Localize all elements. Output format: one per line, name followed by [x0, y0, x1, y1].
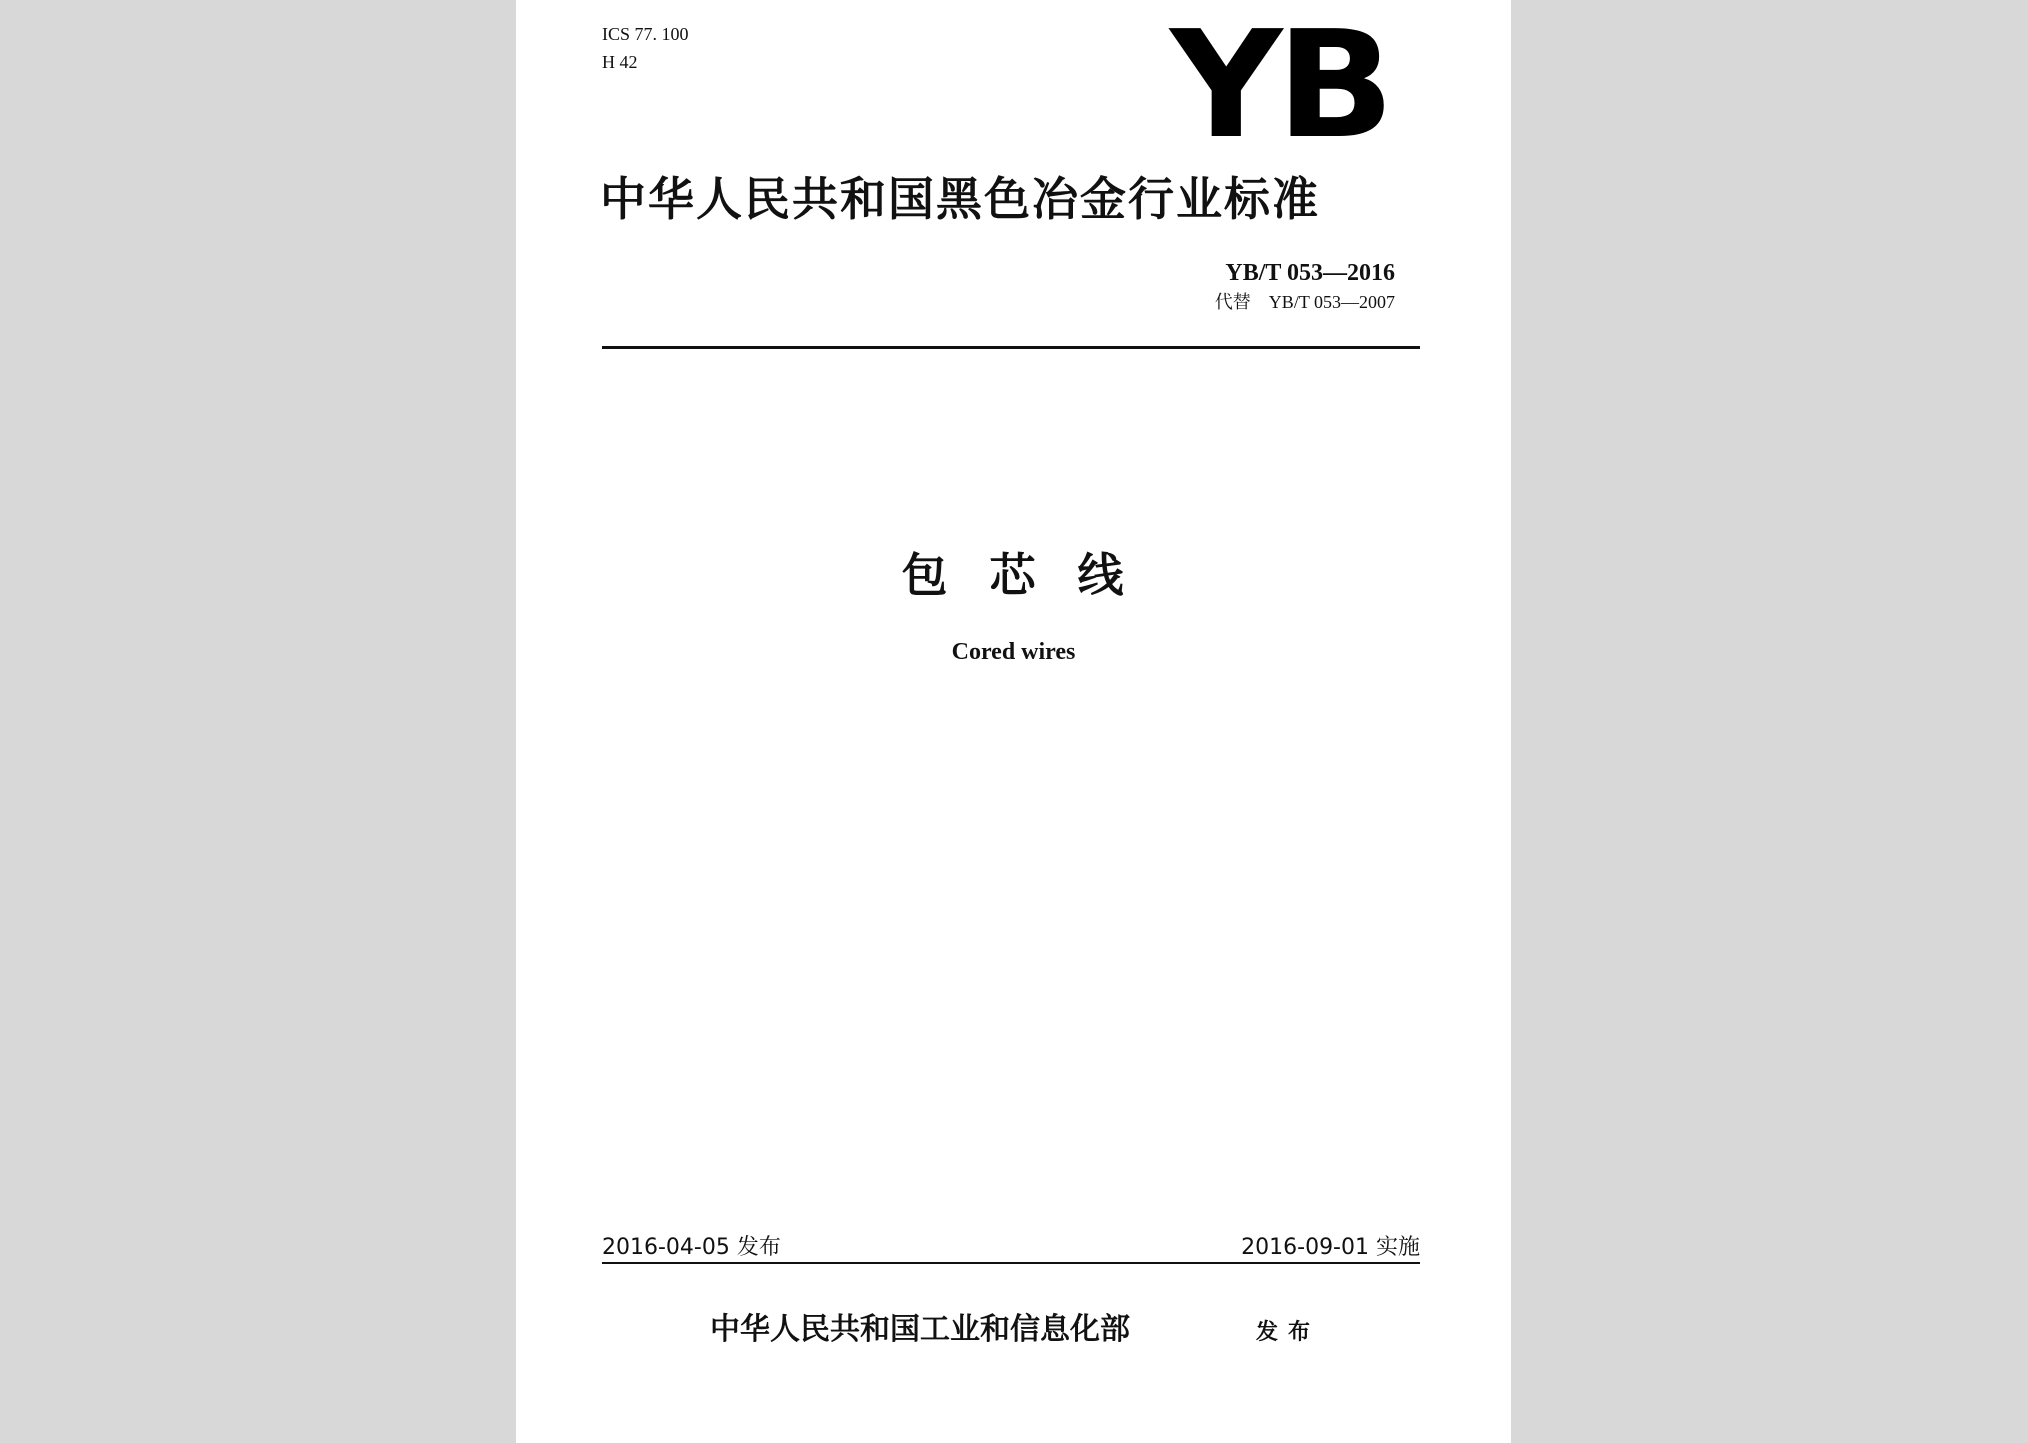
publisher-name: 中华人民共和国工业和信息化部 [710, 1312, 1130, 1347]
header-divider [602, 346, 1420, 349]
ics-code: ICS 77. 100 [602, 24, 689, 44]
yb-logo: YB [1170, 0, 1389, 171]
implementation-date: 2016-09-01 实施 [1241, 1235, 1420, 1260]
document-page [516, 0, 1511, 1443]
issue-date: 2016-04-05 发布 [602, 1235, 781, 1260]
industry-standard-title: 中华人民共和国黑色冶金行业标准 [600, 172, 1320, 226]
classification-codes [602, 20, 689, 76]
footer-divider [602, 1262, 1420, 1264]
standard-number: YB/T 053—2016 [1225, 260, 1395, 286]
ccs-code: H 42 [602, 52, 638, 72]
document-title-en: Cored wires [951, 639, 1076, 665]
document-title-cn: 包芯线 [901, 548, 1166, 602]
publish-label: 发布 [1256, 1319, 1321, 1345]
date-row [602, 1230, 1420, 1266]
replaced-standard: 代替 YB/T 053—2007 [1214, 292, 1395, 312]
